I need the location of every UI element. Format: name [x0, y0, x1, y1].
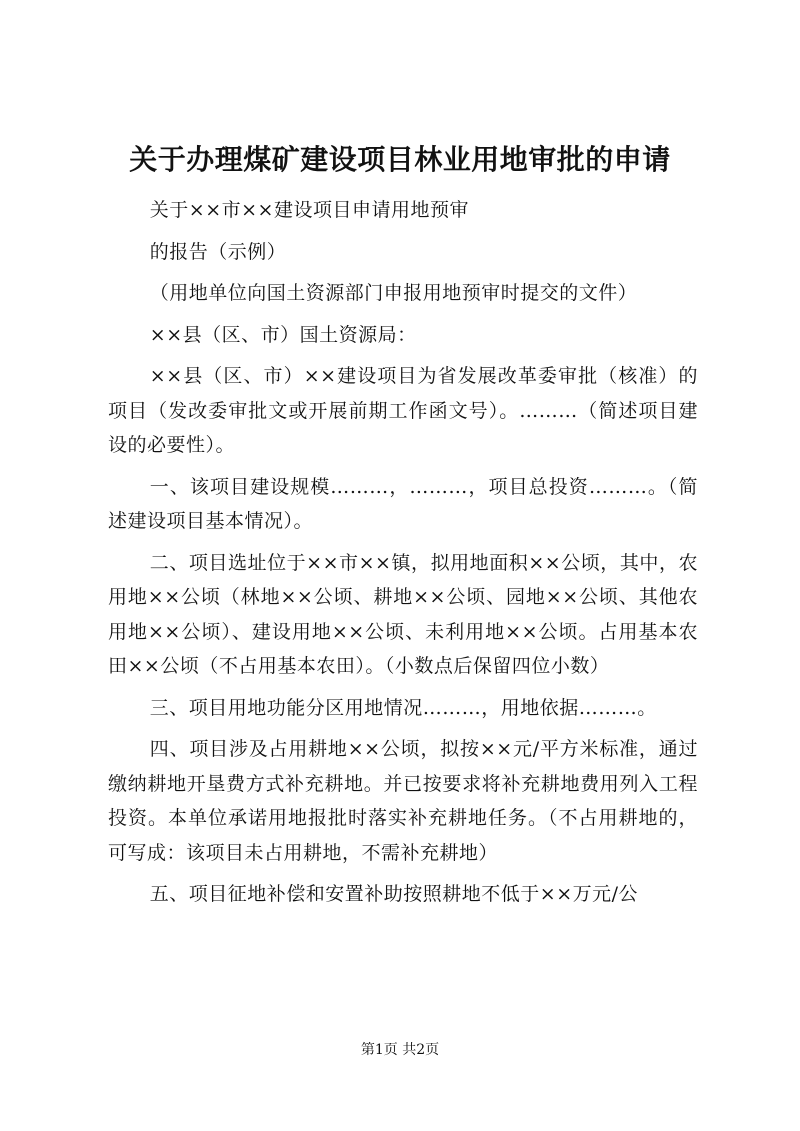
paragraph-section-1: 一、该项目建设规模………，………，项目总投资………。（简述建设项目基本情况）。 [108, 475, 698, 532]
paragraph-section-3: 三、项目用地功能分区用地情况………，用地依据………。 [149, 696, 657, 719]
paragraph-section-2: 二、项目选址位于××市××镇，拟用地面积××公顷，其中，农用地××公顷（林地××公顷、耕地××公顷、园地××公顷、其他农用地××公顷）、建设用地××公顷、未利用地××公顷。占用基本农田××公顷（不占用基本农田）。（小数点后保留四位小数） [108, 551, 698, 677]
page-footer: 第1页 共2页 [360, 1042, 440, 1058]
paragraph-section-4: 四、项目涉及占用耕地××公顷，拟按××元/平方米标准，通过缴纳耕地开垦费方式补充耕地。并已按要求将补充耕地费用列入工程投资。本单位承诺用地报批时落实补充耕地任务。（不占用耕地的，可写成：该项目未占用耕地，不需补充耕地） [108, 738, 698, 864]
paragraph-report-title-line2: 的报告（示例） [149, 240, 287, 263]
paragraph-note: （用地单位向国土资源部门申报用地预审时提交的文件） [149, 282, 638, 304]
document-title: 关于办理煤矿建设项目林业用地审批的申请 [129, 143, 671, 176]
paragraph-report-title-line1: 关于××市××建设项目申请用地预审 [149, 199, 469, 221]
paragraph-intro: ××县（区、市）××建设项目为省发展改革委审批（核准）的项目（发改委审批文或开展前期工作函文号）。………（简述项目建设的必要性）。 [108, 365, 698, 456]
document-body [108, 193, 698, 912]
paragraph-addressee: ××县（区、市）国土资源局： [149, 323, 417, 346]
paragraph-section-5: 五、项目征地补偿和安置补助按照耕地不低于××万元/公 [149, 883, 639, 905]
